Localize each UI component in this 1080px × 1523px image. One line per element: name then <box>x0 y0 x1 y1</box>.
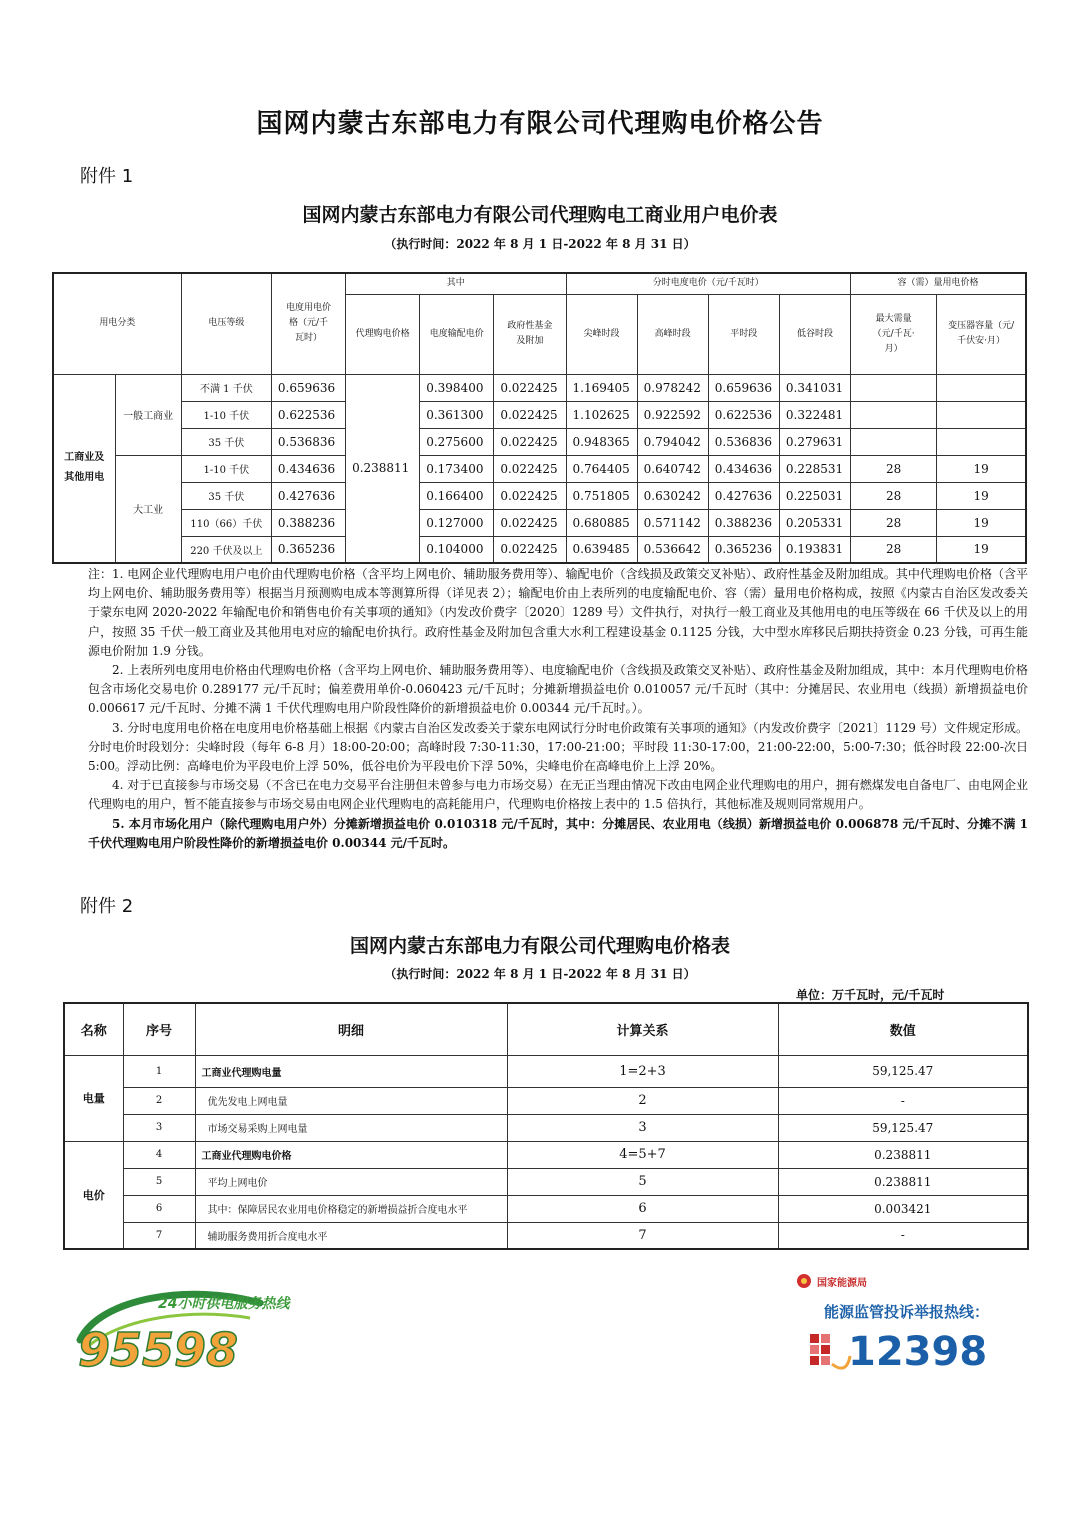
transformer-cell: 19 <box>937 536 1026 563</box>
hotline-95598-logo <box>60 1278 320 1378</box>
transformer-cell: 19 <box>937 482 1026 509</box>
proxy-price-cell: 0.238811 <box>346 374 420 563</box>
table-row <box>53 374 1026 401</box>
trans-cell: 0.166400 <box>420 482 494 509</box>
table2-period: （执行时间：2022 年 8 月 1 日-2022 年 8 月 31 日） <box>384 967 696 981</box>
trans-cell: 0.361300 <box>420 401 494 428</box>
demand-cell: 28 <box>851 482 937 509</box>
price-table-1 <box>52 272 1027 564</box>
flat-cell: 0.365236 <box>708 536 779 563</box>
table2-title: 国网内蒙古东部电力有限公司代理购电价格表 <box>349 935 730 957</box>
price-cell: 0.365236 <box>271 536 345 563</box>
table-row <box>64 1114 1028 1141</box>
table1-title: 国网内蒙古东部电力有限公司代理购电工商业用户电价表 <box>302 204 778 226</box>
peak-cell: 1.102625 <box>566 401 637 428</box>
fund-cell: 0.022425 <box>494 482 566 509</box>
peak-cell: 1.169405 <box>566 374 637 401</box>
fund-cell: 0.022425 <box>494 428 566 455</box>
high-cell: 0.640742 <box>637 455 708 482</box>
header-value: 数值 <box>778 1003 1028 1055</box>
detail-cell: 工商业代理购电量 <box>195 1055 507 1087</box>
hotline-number: 95598 <box>78 1323 239 1377</box>
high-cell: 0.630242 <box>637 482 708 509</box>
table-row <box>53 401 1026 428</box>
report-12398-logo <box>790 1272 1030 1382</box>
price-cell: 0.427636 <box>271 482 345 509</box>
header-transformer: 变压器容量（元/千伏安·月） <box>937 294 1026 374</box>
table-row <box>64 1222 1028 1249</box>
high-cell: 0.571142 <box>637 509 708 536</box>
demand-cell <box>851 401 937 428</box>
fund-cell: 0.022425 <box>494 374 566 401</box>
valley-cell: 0.279631 <box>779 428 850 455</box>
attachment1-label: 附件 1 <box>80 166 134 187</box>
price-cell: 0.434636 <box>271 455 345 482</box>
value-cell: - <box>778 1087 1028 1114</box>
detail-cell: 工商业代理购电价格 <box>195 1141 507 1168</box>
header-capacity: 容（需）量用电价格 <box>851 273 1026 294</box>
flat-cell: 0.427636 <box>708 482 779 509</box>
calc-cell: 4=5+7 <box>507 1141 778 1168</box>
table-row <box>53 536 1026 563</box>
voltage-cell: 不满 1 千伏 <box>181 374 271 401</box>
report-caption: 能源监管投诉举报热线： <box>824 1303 990 1321</box>
header-peak: 尖峰时段 <box>566 294 637 374</box>
detail-cell: 平均上网电价 <box>195 1168 507 1195</box>
note-4: 4. 对于已直接参与市场交易（不含已在电力交易平台注册但未曾参与电力市场交易）在无正当理由情况下改由电网企业代理购电的用户，拥有燃煤发电自备电厂、由电网企业代理购电的用户，暂不能直接参与市场交易由电网企业代理购电的高耗能用户，代理购电价格按上表中的 1.5 倍执行，其他标准及规则同常规用户。 <box>88 778 1028 812</box>
note-1: 注：1. 电网企业代理购电用户电价由代理购电价格（含平均上网电价、辅助服务费用等）、输配电价（含线损及政策交叉补贴）、政府性基金及附加组成。其中代理购电价格（含平均上网电价、辅助服务费用等）根据当月预测购电成本等测算所得（详见表 2）；输配电价由上表所列的电度输配电价、容（需）量用电价格构成，按照《内蒙古自治区发改委关于蒙东电网 2020-2022 年输配电价和销售电价有关事项的通知》（内发改价费字〔2020〕1289 号）文件执行，对执行一般工商业及其他用电的电压等级在 66 千伏及以上的用户，按照 35 千伏一般工商业及其他用电对应的输配电价执行。政府性基金及附加包含重大水利工程建设基金 0.1125 分钱，大中型水库移民后期扶持资金 0.23 分钱，可再生能源电价附加 1.9 分钱。 <box>88 567 1028 658</box>
fund-cell: 0.022425 <box>494 536 566 563</box>
calc-cell: 2 <box>507 1087 778 1114</box>
header-transmission: 电度输配电价 <box>420 294 494 374</box>
agency-name: 国家能源局 <box>817 1278 867 1289</box>
header-tou: 分时电度电价（元/千瓦时） <box>566 273 851 294</box>
value-cell: 0.238811 <box>778 1168 1028 1195</box>
detail-cell: 其中：保障居民农业用电价格稳定的新增损益折合度电水平 <box>195 1195 507 1222</box>
seq-cell: 1 <box>123 1055 195 1087</box>
high-cell: 0.922592 <box>637 401 708 428</box>
demand-cell: 28 <box>851 509 937 536</box>
header-flat: 平时段 <box>708 294 779 374</box>
calc-cell: 5 <box>507 1168 778 1195</box>
seq-cell: 2 <box>123 1087 195 1114</box>
flat-cell: 0.434636 <box>708 455 779 482</box>
valley-cell: 0.225031 <box>779 482 850 509</box>
value-cell: 0.003421 <box>778 1195 1028 1222</box>
table-row <box>64 1087 1028 1114</box>
seq-cell: 5 <box>123 1168 195 1195</box>
detail-cell: 辅助服务费用折合度电水平 <box>195 1222 507 1249</box>
price-cell: 0.536836 <box>271 428 345 455</box>
valley-cell: 0.205331 <box>779 509 850 536</box>
table-row <box>53 428 1026 455</box>
calc-cell: 3 <box>507 1114 778 1141</box>
voltage-cell: 35 千伏 <box>181 482 271 509</box>
header-proxy: 代理购电价格 <box>346 294 420 374</box>
calc-cell: 7 <box>507 1222 778 1249</box>
demand-cell <box>851 374 937 401</box>
header-among: 其中 <box>346 273 566 294</box>
note-2: 2. 上表所列电度用电价格由代理购电价格（含平均上网电价、辅助服务费用等）、电度输配电价（含线损及政策交叉补贴）、政府性基金及附加组成，其中：本月代理购电价格包含市场化交易电价 0.289177 元/千瓦时；偏差费用单价-0.060423 元/千瓦时；分摊新增损益电价 0.010057 元/千瓦时（其中：分摊居民、农业用电（线损）新增损益电价 0.006617 元/千瓦时、分摊不满 1 千伏代理购电用户阶段性降价的新增损益电价 0.00344 元/千瓦时。）。 <box>88 663 1028 716</box>
value-cell: 59,125.47 <box>778 1114 1028 1141</box>
report-number: 12398 <box>848 1329 988 1375</box>
voltage-cell: 110（66）千伏 <box>181 509 271 536</box>
fund-cell: 0.022425 <box>494 401 566 428</box>
voltage-cell: 35 千伏 <box>181 428 271 455</box>
value-cell: 59,125.47 <box>778 1055 1028 1087</box>
voltage-cell: 1-10 千伏 <box>181 401 271 428</box>
hotline-caption: 24小时供电服务热线 <box>158 1296 290 1312</box>
header-detail: 明细 <box>195 1003 507 1055</box>
value-cell: 0.238811 <box>778 1141 1028 1168</box>
group-large: 大工业 <box>115 455 181 563</box>
transformer-cell <box>937 401 1026 428</box>
table-row <box>64 1168 1028 1195</box>
price-cell: 0.622536 <box>271 401 345 428</box>
valley-cell: 0.341031 <box>779 374 850 401</box>
trans-cell: 0.173400 <box>420 455 494 482</box>
table-row <box>53 482 1026 509</box>
flat-cell: 0.659636 <box>708 374 779 401</box>
seq-cell: 6 <box>123 1195 195 1222</box>
detail-cell: 优先发电上网电量 <box>195 1087 507 1114</box>
transformer-cell <box>937 374 1026 401</box>
flat-cell: 0.388236 <box>708 509 779 536</box>
group-price: 电价 <box>64 1141 123 1249</box>
flat-cell: 0.622536 <box>708 401 779 428</box>
table2-unit: 单位：万千瓦时，元/千瓦时 <box>796 988 945 1002</box>
trans-cell: 0.398400 <box>420 374 494 401</box>
table-row <box>64 1055 1028 1087</box>
fund-cell: 0.022425 <box>494 455 566 482</box>
peak-cell: 0.751805 <box>566 482 637 509</box>
seq-cell: 3 <box>123 1114 195 1141</box>
seq-cell: 7 <box>123 1222 195 1249</box>
group-general: 一般工商业 <box>115 374 181 455</box>
calc-cell: 1=2+3 <box>507 1055 778 1087</box>
page-title: 国网内蒙古东部电力有限公司代理购电价格公告 <box>256 109 824 139</box>
valley-cell: 0.228531 <box>779 455 850 482</box>
valley-cell: 0.193831 <box>779 536 850 563</box>
price-cell: 0.659636 <box>271 374 345 401</box>
header-calc: 计算关系 <box>507 1003 778 1055</box>
value-cell: - <box>778 1222 1028 1249</box>
transformer-cell: 19 <box>937 455 1026 482</box>
demand-cell <box>851 428 937 455</box>
calc-cell: 6 <box>507 1195 778 1222</box>
transformer-cell: 19 <box>937 509 1026 536</box>
voltage-cell: 1-10 千伏 <box>181 455 271 482</box>
group-quantity: 电量 <box>64 1055 123 1141</box>
header-category: 用电分类 <box>53 273 181 374</box>
transformer-cell <box>937 428 1026 455</box>
note-3: 3. 分时电度用电价格在电度用电价格基础上根据《内蒙古自治区发改委关于蒙东电网试行分时电价政策有关事项的通知》（内发改价费字〔2021〕1129 号）文件规定形成。分时电价时段划分：尖峰时段（每年 6-8 月）18:00-20:00；高峰时段 7:30-11:30，17:00-21:00；平时段 11:30-17:00，21:00-22:00，5:00-7:30；低谷时段 22:00-次日 5:00。浮动比例：高峰电价为平段电价上浮 50%，低谷电价为平段电价下浮 50%，尖峰电价在高峰电价上上浮 20%。 <box>88 720 1028 774</box>
header-price: 电度用电价格（元/千瓦时） <box>271 273 345 374</box>
voltage-cell: 220 千伏及以上 <box>181 536 271 563</box>
price-cell: 0.388236 <box>271 509 345 536</box>
header-voltage: 电压等级 <box>181 273 271 374</box>
table1-period: （执行时间：2022 年 8 月 1 日-2022 年 8 月 31 日） <box>384 237 696 251</box>
category-cell: 工商业及其他用电 <box>53 374 115 563</box>
seq-cell: 4 <box>123 1141 195 1168</box>
valley-cell: 0.322481 <box>779 401 850 428</box>
header-high: 高峰时段 <box>637 294 708 374</box>
table-row <box>64 1141 1028 1168</box>
fund-cell: 0.022425 <box>494 509 566 536</box>
price-table-2 <box>63 1002 1029 1250</box>
header-valley: 低谷时段 <box>779 294 850 374</box>
trans-cell: 0.104000 <box>420 536 494 563</box>
header-max-demand: 最大需量（元/千瓦·月） <box>851 294 937 374</box>
trans-cell: 0.275600 <box>420 428 494 455</box>
peak-cell: 0.639485 <box>566 536 637 563</box>
attachment2-label: 附件 2 <box>80 896 134 917</box>
high-cell: 0.978242 <box>637 374 708 401</box>
high-cell: 0.536642 <box>637 536 708 563</box>
flat-cell: 0.536836 <box>708 428 779 455</box>
header-fund: 政府性基金及附加 <box>494 294 566 374</box>
note-5: 5. 本月市场化用户（除代理购电用户外）分摊新增损益电价 0.010318 元/千瓦时，其中：分摊居民、农业用电（线损）新增损益电价 0.006878 元/千瓦时、分摊不满 1 千伏代理购电用户阶段性降价的新增损益电价 0.00344 元/千瓦时。 <box>88 816 1028 850</box>
demand-cell: 28 <box>851 455 937 482</box>
peak-cell: 0.680885 <box>566 509 637 536</box>
header-name: 名称 <box>64 1003 123 1055</box>
table-row <box>64 1195 1028 1222</box>
table-row <box>53 455 1026 482</box>
table-row <box>53 509 1026 536</box>
header-seq: 序号 <box>123 1003 195 1055</box>
peak-cell: 0.948365 <box>566 428 637 455</box>
peak-cell: 0.764405 <box>566 455 637 482</box>
high-cell: 0.794042 <box>637 428 708 455</box>
notes <box>88 565 1028 853</box>
demand-cell: 28 <box>851 536 937 563</box>
detail-cell: 市场交易采购上网电量 <box>195 1114 507 1141</box>
trans-cell: 0.127000 <box>420 509 494 536</box>
